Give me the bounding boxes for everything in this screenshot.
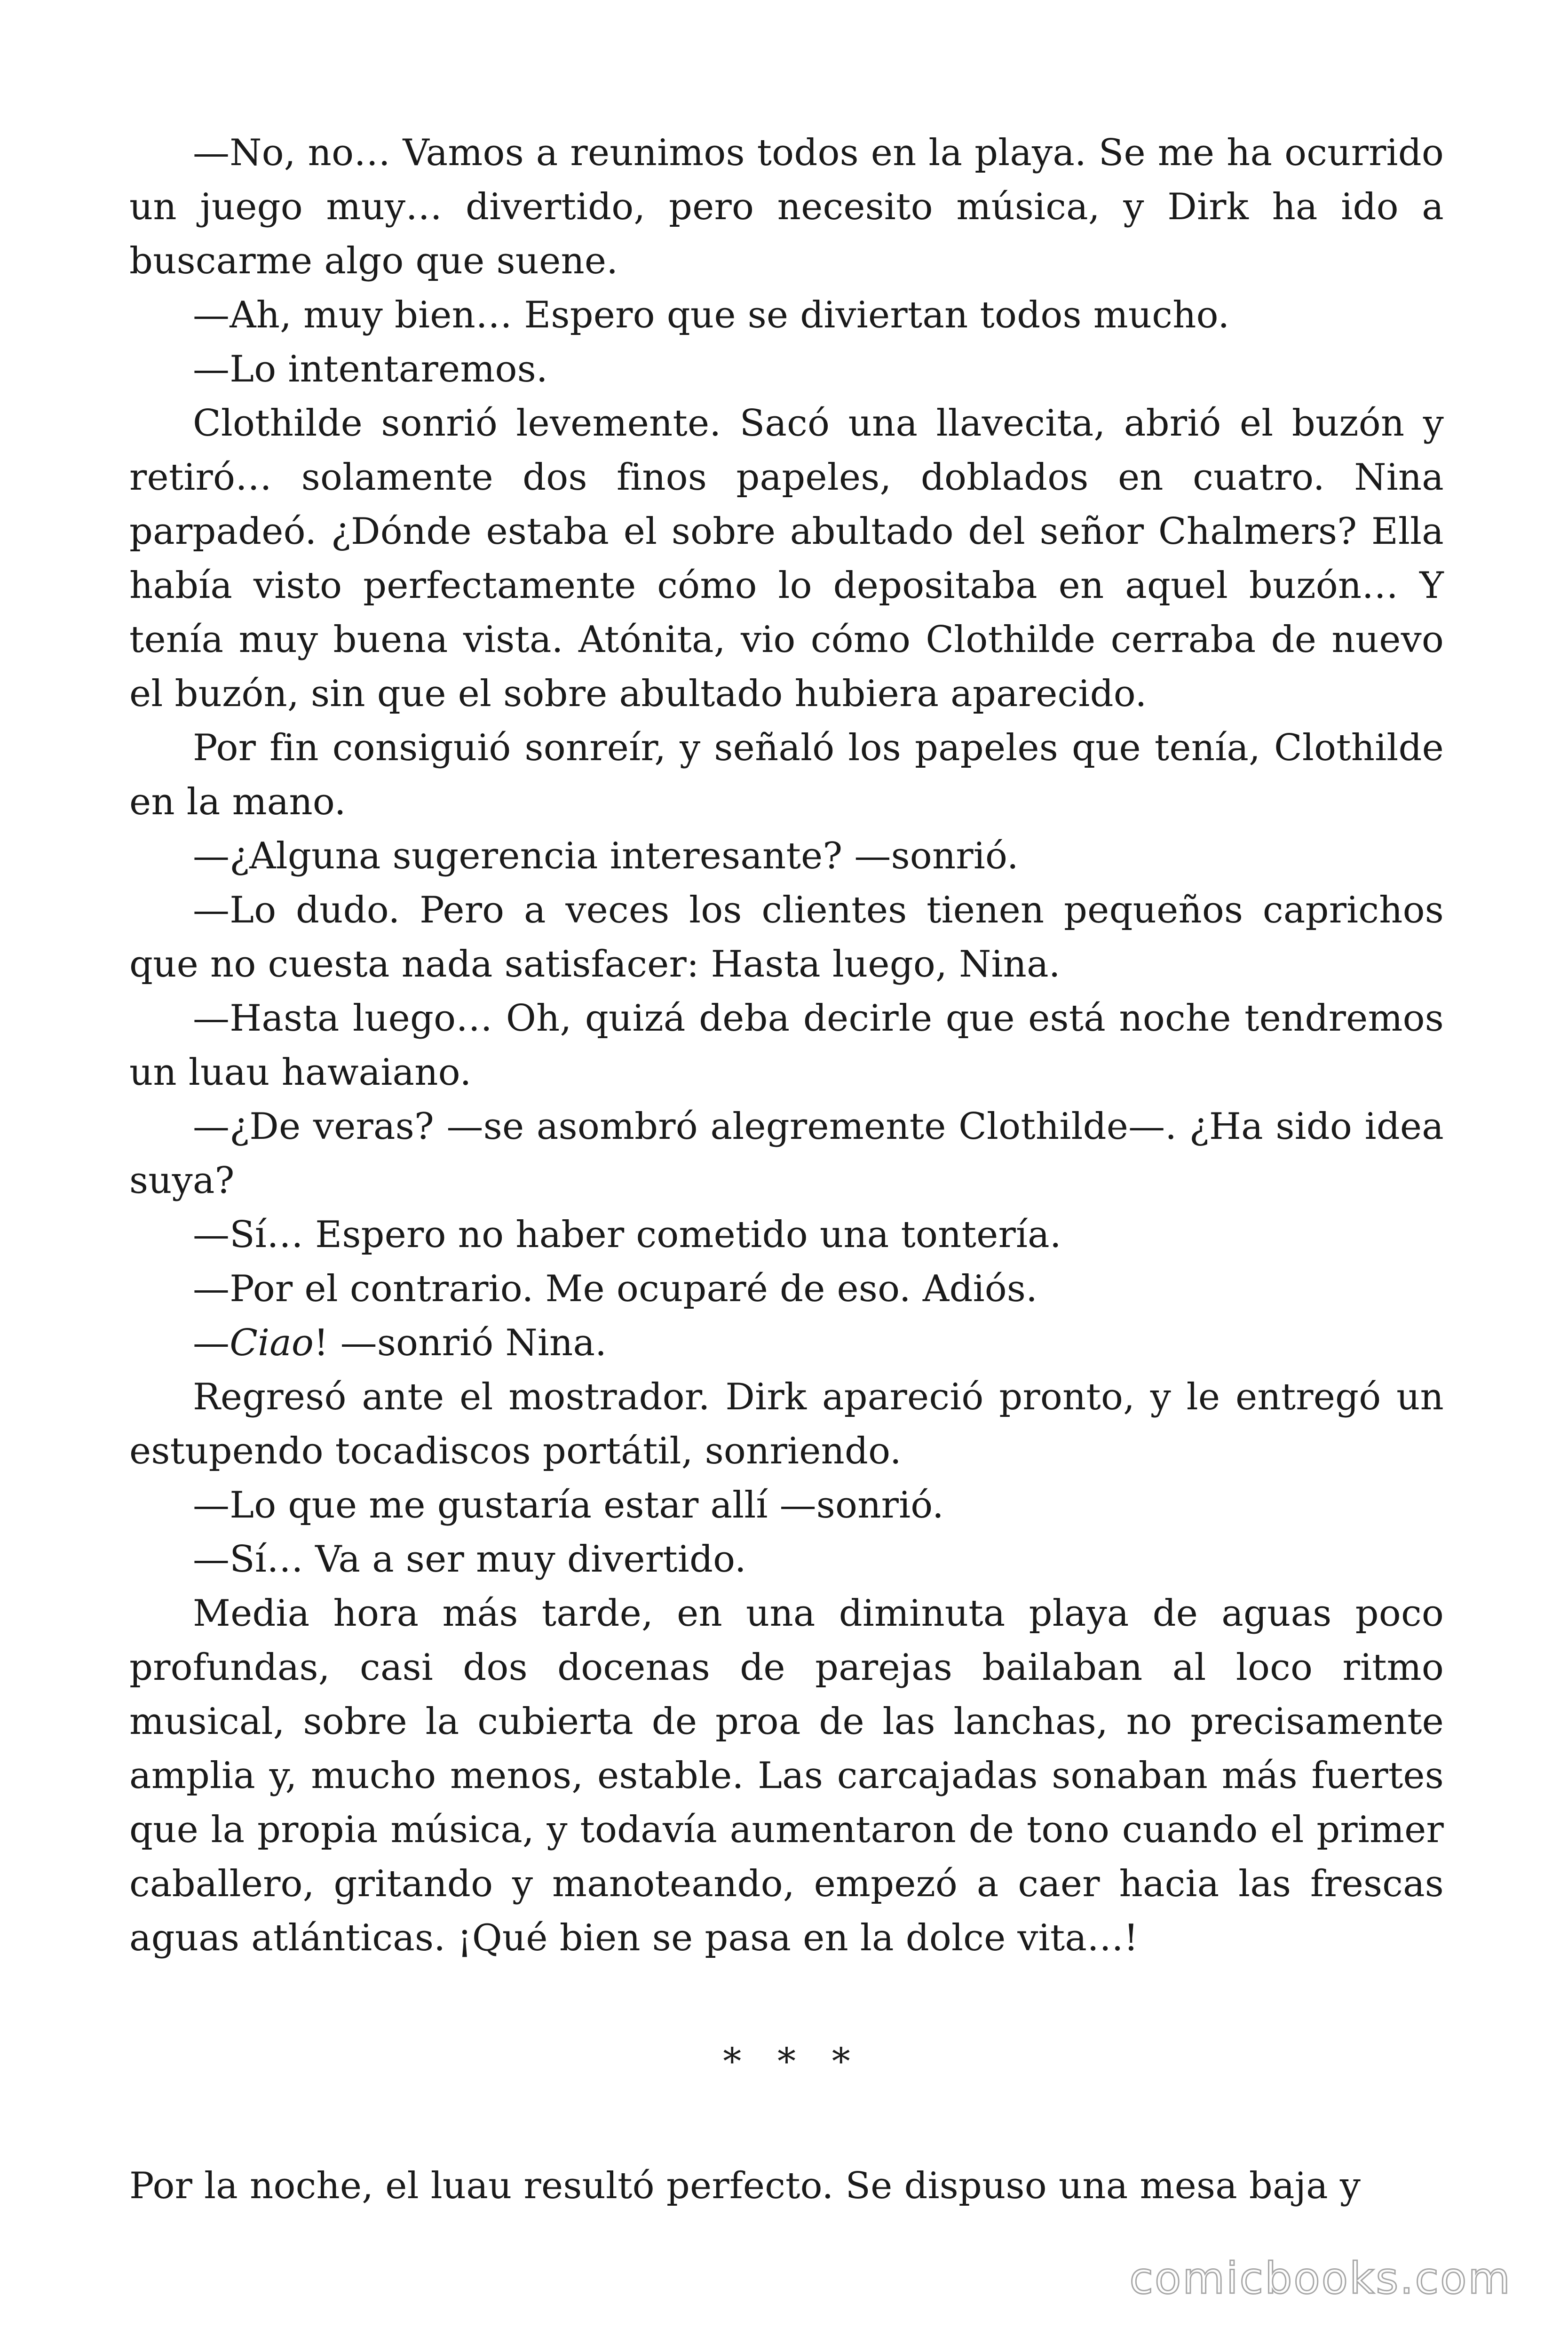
paragraph: —Hasta luego… Oh, quizá deba decirle que está noche tendremos un luau hawaiano. (129, 997, 1444, 1094)
paragraph: —Por el contrario. Me ocuparé de eso. Adiós. (193, 1268, 1038, 1310)
dialogue-dash: — (193, 1322, 230, 1364)
page-body (129, 126, 1444, 2213)
paragraph: Clothilde sonrió levemente. Sacó una llavecita, abrió el buzón y retiró… solamente dos finos papeles, doblados en cuatro. Nina parpadeó. ¿Dónde estaba el sobre abultado del señor Chalmers? Ella había visto perfectamente cómo lo depositaba en aquel buzón… Y tenía muy buena vista. Atónita, vio cómo Clothilde cerraba de nuevo el buzón, sin que el sobre abultado hubiera aparecido. (129, 402, 1444, 715)
paragraph: Media hora más tarde, en una diminuta playa de aguas poco profundas, casi dos docenas de parejas bailaban al loco ritmo musical, sobre la cubierta de proa de las lanchas, no precisamente amplia y, mucho menos, estable. Las carcajadas sonaban más fuertes que la propia música, y todavía aumentaron de tono cuando el primer caballero, gritando y manoteando, empezó a caer hacia las frescas aguas atlánticas. ¡Qué bien se pasa en la dolce vita…! (129, 1592, 1444, 1959)
paragraph: Regresó ante el mostrador. Dirk apareció pronto, y le entregó un estupendo tocadiscos portátil, sonriendo. (129, 1376, 1444, 1472)
section-break: * * * (723, 2041, 863, 2083)
paragraph: —Lo intentaremos. (193, 348, 548, 390)
watermark-logo: comicbooks.com (1129, 2253, 1512, 2304)
paragraph-final: Por la noche, el luau resultó perfecto. Se dispuso una mesa baja y (129, 2165, 1361, 2207)
paragraph: —No, no… Vamos a reunimos todos en la playa. Se me ha ocurrido un juego muy… divertido, pero necesito música, y Dirk ha ido a buscarme algo que suene. (129, 132, 1444, 282)
paragraph: —¿De veras? —se asombró alegremente Clothilde—. ¿Ha sido idea suya? (129, 1105, 1444, 1202)
paragraph: —Lo dudo. Pero a veces los clientes tienen pequeños caprichos que no cuesta nada satisfacer: Hasta luego, Nina. (129, 889, 1444, 985)
dialogue-rest: ! —sonrió Nina. (314, 1322, 607, 1364)
paragraph: —¿Alguna sugerencia interesante? —sonrió. (193, 835, 1019, 877)
paragraph: Por fin consiguió sonreír, y señaló los papeles que tenía, Clothilde en la mano. (129, 727, 1444, 823)
paragraph: —Lo que me gustaría estar allí —sonrió. (193, 1484, 944, 1526)
paragraph: —Ah, muy bien… Espero que se diviertan todos mucho. (193, 294, 1230, 336)
paragraph: —Sí… Espero no haber cometido una tontería. (193, 1214, 1061, 1256)
paragraph-ciao (129, 1316, 1444, 1370)
italic-word: Ciao (230, 1322, 314, 1364)
paragraph: —Sí… Va a ser muy divertido. (193, 1538, 746, 1581)
